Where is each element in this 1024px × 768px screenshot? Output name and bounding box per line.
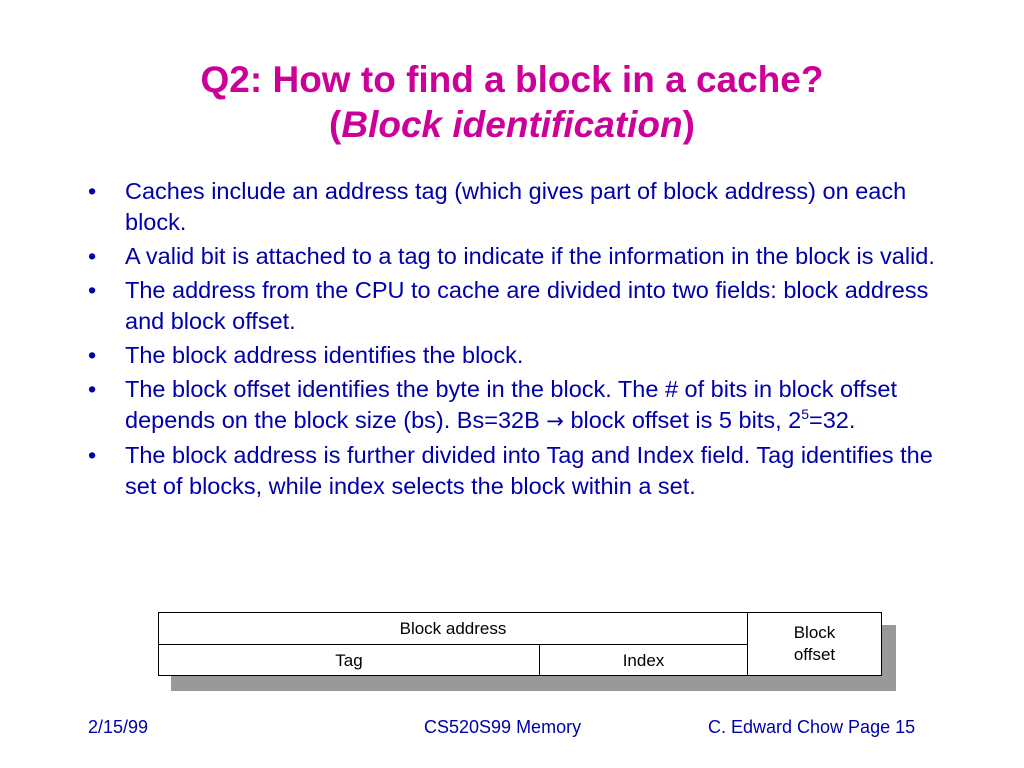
bullet-text-part1: The block offset identifies the byte in the block. The # of bits in block offset depends on the block size (bs). Bs=32B [125, 376, 898, 433]
superscript: 5 [801, 406, 810, 423]
bullet-text: The block address is further divided into Tag and Index field. Tag identifies the set of blocks, while index selects the block within a set. [125, 442, 933, 499]
diagram-box [158, 612, 882, 676]
index-cell: Index [540, 645, 748, 676]
bullet-item [88, 440, 958, 502]
title-italic: Block identification [341, 104, 683, 145]
block-offset-label [794, 622, 836, 666]
footer-date: 2/15/99 [88, 717, 149, 737]
slide-title [0, 57, 1024, 147]
bullet-item [88, 340, 958, 371]
footer-course: CS520S99 Memory [424, 717, 582, 737]
address-fields-diagram [158, 612, 896, 692]
bullet-dot: • [88, 178, 97, 204]
bullet-dot: • [88, 243, 97, 269]
bullet-text: Caches include an address tag (which gives part of block address) on each block. [125, 178, 907, 235]
bullet-dot: • [88, 342, 97, 368]
block-offset-cell [748, 613, 881, 675]
title-paren-close: ) [682, 104, 695, 145]
bullet-text: The block address identifies the block. [125, 342, 524, 368]
right-arrow-icon: → [546, 409, 564, 433]
block-offset-line-1: Block [793, 623, 836, 642]
bullet-item [88, 374, 958, 437]
tag-cell: Tag [159, 645, 540, 676]
bullet-item [88, 241, 958, 272]
block-address-cell: Block address [159, 613, 748, 645]
bullet-text: A valid bit is attached to a tag to indicate if the information in the block is valid. [125, 243, 935, 269]
bullet-text: The address from the CPU to cache are divided into two fields: block address and block offset. [125, 277, 929, 334]
title-paren-open: ( [329, 104, 342, 145]
bullet-dot: • [88, 376, 97, 402]
footer-author-page: C. Edward Chow Page 15 [708, 717, 916, 737]
bullet-item [88, 176, 958, 238]
title-line-1: Q2: How to find a block in a cache? [200, 59, 824, 100]
title-line-2 [0, 102, 1024, 147]
bullet-item [88, 275, 958, 337]
bullet-dot: • [88, 442, 97, 468]
block-offset-line-2: offset [793, 645, 836, 664]
bullet-list [88, 176, 958, 505]
bullet-text-part3: =32. [809, 407, 856, 433]
bullet-text-part2: block offset is 5 bits, 2 [570, 407, 802, 433]
bullet-dot: • [88, 277, 97, 303]
